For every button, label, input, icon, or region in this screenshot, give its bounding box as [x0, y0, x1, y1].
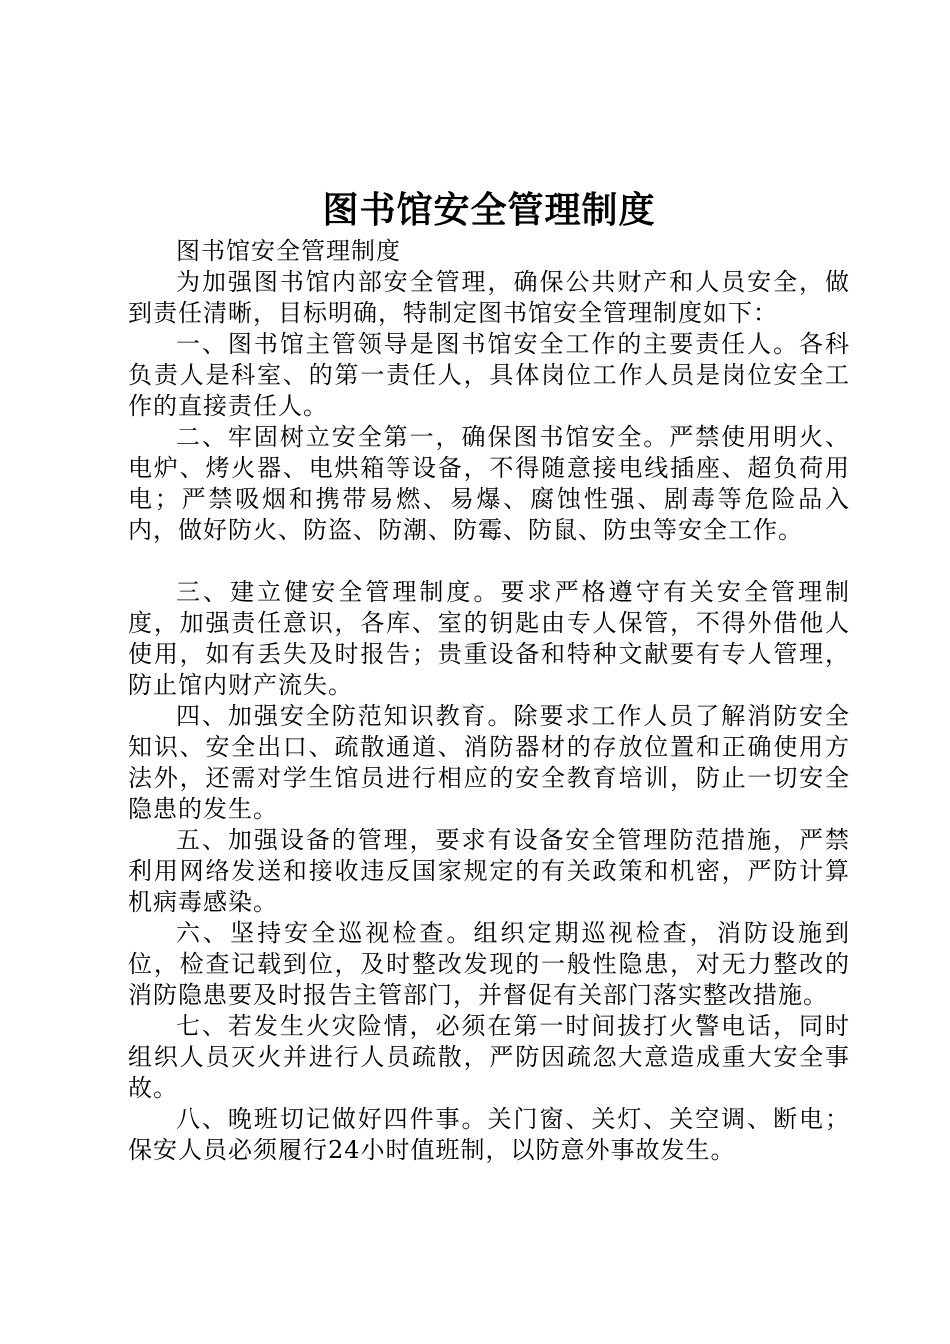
paragraph-item-2: 二、牢固树立安全第一，确保图书馆安全。严禁使用明火、电炉、烤火器、电烘箱等设备，不得随意接电线插座、超负荷用电；严禁吸烟和携带易燃、易爆、腐蚀性强、剧毒等危险品入内，做好防火、防盗、防潮、防霉、防鼠、防虫等安全工作。 [128, 423, 850, 544]
paragraph-item-4: 四、加强安全防范知识教育。除要求工作人员了解消防安全知识、安全出口、疏散通道、消防器材的存放位置和正确使用方法外，还需对学生馆员进行相应的安全教育培训，防止一切安全隐患的发生。 [128, 702, 850, 823]
paragraph-item-7: 七、若发生火灾险情，必须在第一时间拔打火警电话，同时组织人员灭火并进行人员疏散，严防因疏忽大意造成重大安全事故。 [128, 1012, 850, 1102]
paragraph-item-1: 一、图书馆主管领导是图书馆安全工作的主要责任人。各科负责人是科室、的第一责任人，具体岗位工作人员是岗位安全工作的直接责任人。 [128, 330, 850, 420]
document-page [128, 185, 850, 1166]
paragraph-intro: 为加强图书馆内部安全管理，确保公共财产和人员安全，做到责任清晰，目标明确，特制定图书馆安全管理制度如下： [128, 268, 850, 327]
paragraph-item-8: 八、晚班切记做好四件事。关门窗、关灯、关空调、断电；保安人员必须履行24小时值班制，以防意外事故发生。 [128, 1105, 850, 1164]
paragraph-item-3: 三、建立健安全管理制度。要求严格遵守有关安全管理制度，加强责任意识，各库、室的钥匙由专人保管，不得外借他人使用，如有丢失及时报告；贵重设备和特种文献要有专人管理，防止馆内财产流失。 [128, 578, 850, 699]
document-title: 图书馆安全管理制度 [322, 189, 656, 231]
paragraph-item-6: 六、坚持安全巡视检查。组织定期巡视检查，消防设施到位，检查记载到位，及时整改发现的一般性隐患，对无力整改的消防隐患要及时报告主管部门，并督促有关部门落实整改措施。 [128, 919, 850, 1009]
paragraph-item-5: 五、加强设备的管理，要求有设备安全管理防范措施，严禁利用网络发送和接收违反国家规定的有关政策和机密，严防计算机病毒感染。 [128, 826, 850, 916]
paragraph-subtitle: 图书馆安全管理制度 [176, 237, 401, 265]
